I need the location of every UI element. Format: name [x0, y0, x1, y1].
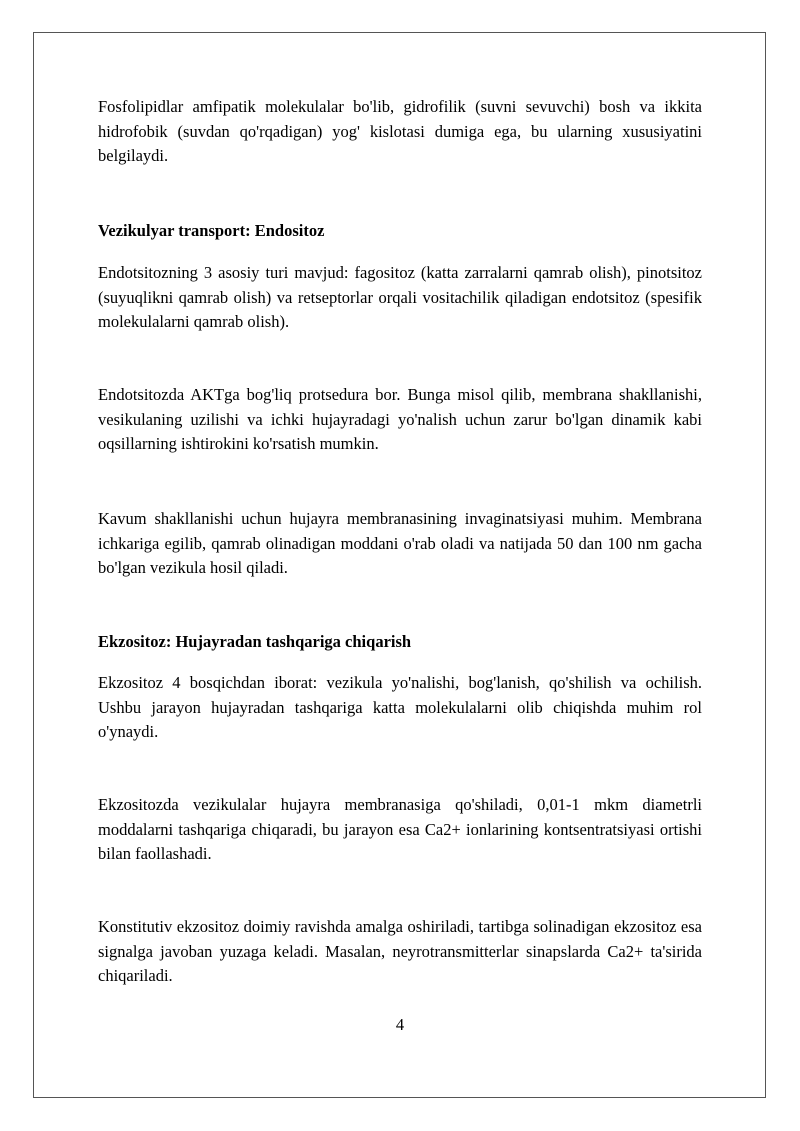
paragraph-cavity-formation: Kavum shakllanishi uchun hujayra membranasining invaginatsiyasi muhim. Membrana ichkariga egilib, qamrab olinadigan moddani o'rab oladi va natijada 50 dan 100 nm gacha bo'lgan vezikula hosil qiladi.: [98, 509, 702, 577]
paragraph-phospholipids: Fosfolipidlar amfipatik molekulalar bo'lib, gidrofilik (suvni sevuvchi) bosh va ikkita hidrofobik (suvdan qo'rqadigan) yog' kislotasi dumiga ega, bu ularning xususiyatini belgilaydi.: [98, 97, 702, 165]
paragraph-exocytosis-stages: Ekzositoz 4 bosqichdan iborat: vezikula yo'nalishi, bog'lanish, qo'shilish va ochilish. Ushbu jarayon hujayradan tashqariga katta molekulalarni olib chiqishda muhim rol o'ynaydi.: [98, 673, 702, 741]
page-number: 4: [395, 1015, 405, 1034]
paragraph-constitutive-exocytosis: Konstitutiv ekzositoz doimiy ravishda amalga oshiriladi, tartibga solinadigan ekzositoz esa signalga javoban yuzaga keladi. Masalan, neyrotransmitterlar sinapslarda Ca2+ ta'sirida chiqariladi.: [98, 917, 702, 985]
paragraph-endocytosis-types: Endotsitozning 3 asosiy turi mavjud: fagositoz (katta zarralarni qamrab olish), pinotsitoz (suyuqlikni qamrab olish) va retseptorlar orqali vositachilik qiladigan endotsitoz (spesifik molekulalarni qamrab olish).: [98, 263, 702, 331]
heading-exocytosis: Ekzositoz: Hujayradan tashqariga chiqarish: [98, 632, 412, 651]
paragraph-exocytosis-calcium: Ekzositozda vezikulalar hujayra membranasiga qo'shiladi, 0,01-1 mkm diametrli moddalarni tashqariga chiqaradi, bu jarayon esa Ca2+ ionlarining kontsentratsiyasi ortishi bilan faollashadi.: [98, 795, 702, 863]
paragraph-endocytosis-atp: Endotsitozda AKTga bog'liq protsedura bor. Bunga misol qilib, membrana shakllanishi, vesikulaning uzilishi va ichki hujayradagi yo'nalish uchun zarur bo'lgan dinamik kabi oqsillarning ishtirokini ko'rsatish mumkin.: [98, 385, 702, 453]
heading-endocytosis: Vezikulyar transport: Endositoz: [98, 221, 325, 240]
